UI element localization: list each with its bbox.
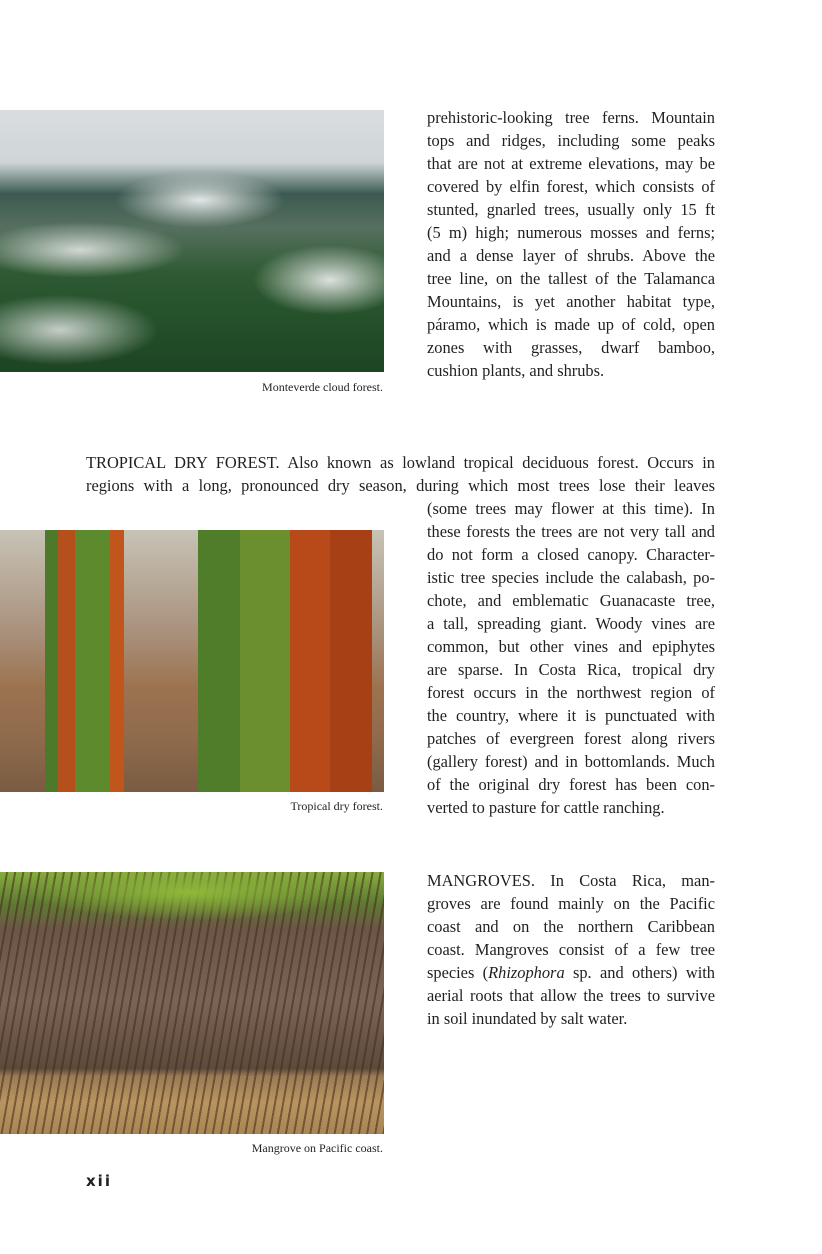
figure-caption: Monteverde cloud forest. <box>262 380 383 394</box>
text-line: do not form a closed canopy. Character- <box>427 545 715 564</box>
text-line: prehistoric-looking tree ferns. Mountain <box>427 108 715 127</box>
text-line: coast and on the northern Caribbean <box>427 917 715 936</box>
cloud-forest-photo <box>0 110 384 372</box>
mangroves-text <box>427 869 715 1030</box>
section-intro: Also known as lowland tropical deciduous forest. Occurs in regions with a long, pronounced dry season, during which most trees lose their leaves <box>86 453 715 495</box>
genus-name: Rhizophora <box>488 963 565 982</box>
figure-caption: Mangrove on Pacific coast. <box>251 1141 383 1155</box>
text-line: (5 m) high; numerous mosses and ferns; <box>427 223 715 242</box>
text-line: in soil inundated by salt water. <box>427 1009 628 1028</box>
page-number: xii <box>86 1172 112 1190</box>
text-fragment: sp. and others) with <box>564 963 715 982</box>
text-line: (gallery forest) and in bottomlands. Much <box>427 752 715 771</box>
text-line: and a dense layer of shrubs. Above the <box>427 246 715 265</box>
text-line: (some trees may flower at this time). In <box>427 499 715 518</box>
text-line: patches of evergreen forest along rivers <box>427 729 715 748</box>
cloud-forest-text <box>427 106 715 382</box>
text-fragment: species ( <box>427 963 489 982</box>
mangrove-photo <box>0 872 384 1134</box>
text-line: common, but other vines and epiphytes <box>427 637 715 656</box>
text-line: covered by elfin forest, which consists of <box>427 177 715 196</box>
text-line: tops and ridges, including some peaks <box>427 131 715 150</box>
text-line: a tall, spreading giant. Woody vines are <box>427 614 715 633</box>
figure-caption: Tropical dry forest. <box>290 799 383 813</box>
text-line: aerial roots that allow the trees to survive <box>427 986 715 1005</box>
text-line: páramo, which is made up of cold, open <box>427 315 715 334</box>
text-line: coast. Mangroves consist of a few tree <box>427 940 715 959</box>
text-line: cushion plants, and shrubs. <box>427 361 605 380</box>
text-line: verted to pasture for cattle ranching. <box>427 798 665 817</box>
text-line: tree line, on the tallest of the Talamanca <box>427 269 715 288</box>
text-line <box>427 869 715 892</box>
text-line: of the original dry forest has been con- <box>427 775 715 794</box>
text-line: istic tree species include the calabash, po- <box>427 568 715 587</box>
text-line <box>427 961 715 984</box>
dry-forest-text <box>427 497 715 819</box>
text-line: forest occurs in the northwest region of <box>427 683 715 702</box>
text-line: zones with grasses, dwarf bamboo, <box>427 338 715 357</box>
dry-forest-photo <box>0 530 384 792</box>
section-heading: TROPICAL DRY FOREST. <box>86 453 280 472</box>
text-line: chote, and emblematic Guanacaste tree, <box>427 591 715 610</box>
text-line: groves are found mainly on the Pacific <box>427 894 715 913</box>
text-line: the country, where it is punctuated with <box>427 706 715 725</box>
text-line: these forests the trees are not very tall and <box>427 522 715 541</box>
section-heading: MANGROVES. <box>427 871 535 890</box>
text-line: that are not at extreme elevations, may be <box>427 154 715 173</box>
text-fragment: In Costa Rica, man- <box>534 871 715 890</box>
text-line: stunted, gnarled trees, usually only 15 ft <box>427 200 715 219</box>
text-line: Mountains, is yet another habitat type, <box>427 292 715 311</box>
dry-forest-intro <box>86 451 715 497</box>
text-line: are sparse. In Costa Rica, tropical dry <box>427 660 715 679</box>
